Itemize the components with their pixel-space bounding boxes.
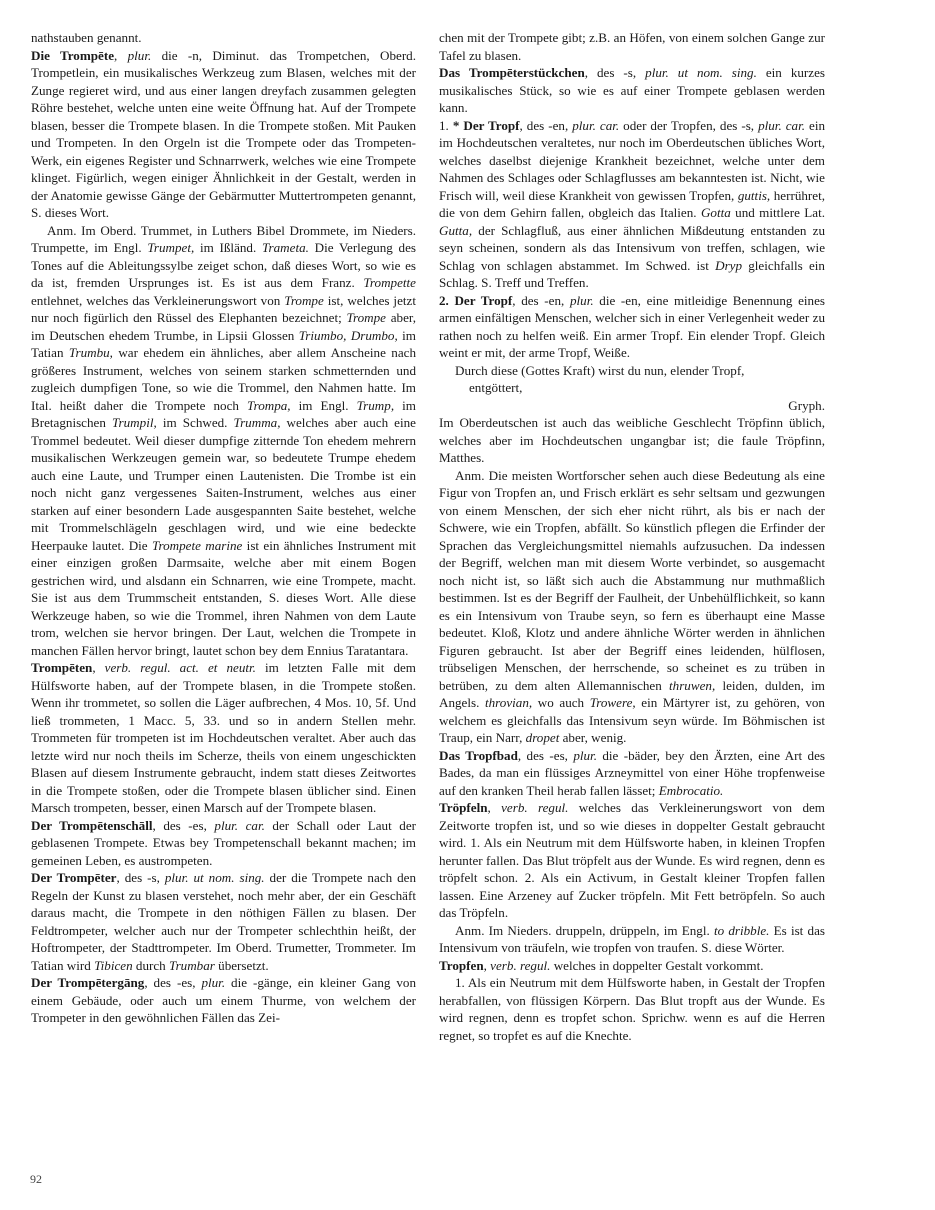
headword: Trompēten: [31, 660, 93, 675]
verse-line: [455, 362, 825, 380]
entry-paragraph: [439, 974, 825, 1044]
headword: Die Trompēte: [31, 47, 115, 63]
text-run: ,: [92, 660, 105, 675]
text-run: , des -es,: [144, 975, 202, 990]
text-run: ,: [114, 47, 128, 63]
headword: Tropfen: [439, 957, 484, 973]
italic-text: Trumpil,: [111, 415, 157, 430]
entry-paragraph: [439, 467, 825, 747]
text-run: , des -es,: [517, 747, 574, 763]
italic-text: verb. regul. act. et neutr.: [104, 660, 256, 675]
text-run: herrühret, die von dem Gehirn fallen, obgleich das Italien.: [439, 187, 826, 220]
italic-text: thruwen,: [669, 677, 716, 693]
headword: Tröpfeln: [439, 800, 488, 815]
entry-paragraph: [31, 817, 416, 870]
text-run: Es ist das Intensivum von träufeln, wie tropfen von traufen. S. diese Wörter.: [439, 922, 825, 955]
italic-text: plur.: [569, 292, 594, 308]
text-run: der Schall oder Laut der geblasenen Trompete. Etwas bey Trompetenschall bekannt machen; im gemeinen Leben, es austrompeten.: [31, 817, 416, 868]
italic-text: Trompe: [284, 292, 324, 308]
entry-paragraph: [31, 47, 416, 222]
text-run: wo auch: [532, 695, 590, 710]
entry-paragraph: [439, 747, 825, 800]
headword: Das Trompēterstückchen: [439, 65, 585, 80]
entry-paragraph: [31, 29, 416, 47]
entry-paragraph: [439, 922, 825, 957]
text-run: ein Märtyrer ist, zu gehören, von welchem es gleichfalls das Intensivum seyn würde. Im Böhmischen ist Traup, ein Narr,: [439, 695, 825, 745]
text-run: , des -s,: [584, 65, 646, 80]
headword: * Der Tropf: [452, 117, 520, 133]
text-run: welches das Verkleinerungswort von dem Zeitworte tropfen ist, und so wie dieses in doppelter Gestalt gebraucht wird. 1. Als ein Neutrum mit dem Hülfsworte haben, in kleinen Tropfen herunter fallen. Das Blut tröpfelt aus der Wunde. Es wird regnen, denn es tröpfelt schon. 2. Als ein Activum, in Gestalt kleiner Tropfen fallen lassen. Eine Arzeney auf Zucker tröpfeln. Mit Fett betröpfeln. So auch das Tröpfeln.: [439, 800, 825, 920]
italic-text: plur. ut nom. sing.: [645, 65, 757, 80]
entry-paragraph: [31, 869, 416, 974]
italic-text: Trumpet,: [147, 240, 195, 255]
right-column: [439, 29, 825, 1044]
text-run: die -gänge, ein kleiner Gang von einem Gebäude, oder auch um einem Thurme, von welchem der Trompeter in den gewöhnlichen Fällen das Zei-: [31, 975, 417, 1025]
italic-text: Trumbu,: [68, 345, 113, 360]
text-run: welches aber auch eine Trommel bedeutet. Weil dieser dumpfige zitternde Ton ehedem mehrern musikalischen Werkzeugen gemein war, so bedeutete Trumpe ehedem auch eine Laute, und Trumper einen Lautenisten. Die Trombe ist ein noch nicht ganz vergessenes Saiten-Instrument, welches aus einer starken auf einer besondern Lade ausgespannten Saite bestehet, welche mit Trommelschlägeln geschlagen wird, und wie eine bedeckte Heerpauke lautet. Die: [31, 415, 416, 553]
text-run: oder der Tropfen, des -s,: [619, 117, 759, 133]
text-run: 1. Als ein Neutrum mit dem Hülfsworte haben, in Gestalt der Tropfen herabfallen, von flüssigen Körpern. Das Blut tropft aus der Wunde. Es wird regnen, denn es tropfet schon. Sprichw. wenn es auf die Herren regnet, so tropfet es auf die Knechte.: [439, 975, 825, 1043]
italic-text: Embrocatio.: [658, 782, 724, 798]
headword: Das Tropfbad: [439, 747, 518, 763]
text-run: im Tatian: [31, 327, 416, 360]
text-run: leiden, dulden, im Angels.: [439, 677, 825, 710]
text-run: Anm. Im Nieders. druppeln, drüppeln, im Engl.: [455, 922, 714, 938]
italic-text: Dryp: [715, 257, 743, 273]
text-run: , des -en,: [512, 292, 570, 308]
text-run: im Schwed.: [156, 415, 234, 430]
italic-text: Trompette: [363, 275, 416, 290]
text-run: die -bäder, bey den Ärzten, eine Art des Bades, da man ein flüssiges Arzneymittel von einer Höhe tropfenweise auf den kranken Theil herab fallen lässet;: [439, 747, 825, 798]
entry-paragraph: [439, 117, 825, 292]
text-run: im Engl.: [290, 397, 357, 413]
text-run: übersetzt.: [214, 957, 269, 973]
text-run: ist, welches jetzt nur noch figürlich den Rüssel des Elephanten bezeichnet;: [31, 292, 416, 325]
text-run: der die Trompete nach den Regeln der Kunst zu blasen verstehet, noch mehr aber, der ein Geschäft daraus macht, die Trompete in den nöthigen Fällen zu blasen. Der Feldtrompeter, welcher auch nur der Trompeter schlechthin heißt, der Hoftrompeter, der Stadttrompeter. Im Oberd. Trumetter, Trommeter. Im Tatian wird: [31, 870, 417, 973]
italic-text: Trumma,: [233, 415, 281, 430]
text-run: , des -es,: [152, 817, 215, 833]
headword: Der Trompētenschāll: [31, 817, 153, 833]
text-run: , des -s,: [116, 870, 165, 885]
text-run: ein kurzes musikalisches Stück, so wie es auf einer Trompete geblasen werden kann.: [439, 65, 826, 115]
entry-paragraph: [439, 799, 825, 922]
italic-text: Trowere,: [589, 695, 636, 710]
text-run: entlehnet, welches das Verkleinerungswort von: [31, 292, 285, 308]
text-run: Durch diese (Gottes Kraft) wirst du nun, elender Tropf,: [455, 362, 745, 378]
page-number: 92: [30, 1172, 42, 1186]
italic-text: plur.: [127, 47, 152, 63]
text-run: welches in doppelter Gestalt vorkommt.: [550, 957, 764, 973]
text-run: die -n, Diminut. das Trompetchen, Oberd. Trompetlein, ein musikalisches Werkzeug zum Blasen, welches mit der Zunge regieret wird, und aus einer langen dreyfach zusammen gelegten Röhre bestehet, welche unten eine weite Öffnung hat. Auf der Trompete blasen, besser die Trompete blasen. In die Trompete stoßen. Mit Pauken und Trompeten. In den Orgeln ist die Trompete oder das Trompeten-Werk, ein eigenes Register und Schnarrwerk, welches wie eine Trompete klinget. Figürlich, wegen einiger Ähnlichkeit in der Gestalt, werden in der Anatomie gewisse Gänge der Gebärmutter Muttertrompeten genannt, S. dieses Wort.: [31, 47, 416, 220]
text-run: ein im Hochdeutschen veraltetes, nur noch im Oberdeutschen übliches Wort, welches daselbst diejenige Krankheit bezeichnet, welche unter dem Nahmen des Schlages oder Schlagflusses am bekanntesten ist. Nicht, wie Frisch will, weil diese Krankheit von gewissen Tropfen,: [439, 117, 826, 203]
text-run: Anm. Im Oberd. Trummet, in Luthers Bibel Drommete, im Nieders. Trumpette, im Engl.: [31, 222, 416, 255]
italic-text: to dribble.: [713, 922, 770, 938]
italic-text: plur.: [201, 975, 226, 990]
italic-text: Tibicen: [94, 957, 133, 973]
headword: Der Trompētergāng: [31, 975, 145, 990]
italic-text: Trompa,: [247, 397, 291, 413]
text-run: war ehedem ein ähnliches, aber allem Anscheine nach größeres Instrument, welches von seinem starken schmetternden und zugleich dumpfigen Tone, so wie die Trommel, den Nahmen hatte. Im Ital. heißt daher die Trompete noch: [31, 345, 416, 413]
italic-text: plur. car.: [758, 117, 806, 133]
italic-text: dropet: [525, 730, 560, 745]
entry-paragraph: [31, 974, 416, 1027]
quote-attribution: [439, 397, 825, 415]
entry-paragraph: [31, 222, 416, 660]
entry-paragraph: [439, 29, 825, 64]
text-run: Gryph.: [788, 397, 825, 413]
text-run: , des -en,: [519, 117, 573, 133]
text-run: im Ißländ.: [194, 240, 262, 255]
text-run: ,: [487, 800, 502, 815]
entry-paragraph: [439, 292, 825, 362]
italic-text: Gotta: [700, 205, 731, 220]
text-run: nathstauben genannt.: [31, 30, 142, 45]
italic-text: guttis,: [737, 187, 771, 203]
text-run: die -en, eine mitleidige Benennung eines armen einfältigen Menschen, welcher sich in einer Verlegenheit weder zu rathen noch zu helfen weiß. Ein armer Tropf. Ein elender Tropf. Gleich weint er mit, der arme Tropf, Weiße.: [439, 292, 825, 360]
text-run: Im Oberdeutschen ist auch das weibliche Geschlecht Tröpfinn üblich, welches aber im Hochdeutschen ungangbar ist; die faule Tröpfinn, Matthes.: [439, 415, 825, 465]
entry-paragraph: [439, 957, 825, 975]
text-run: entgöttert,: [469, 380, 523, 395]
left-column: [31, 29, 416, 1027]
verse-line: [469, 379, 825, 397]
headword: Der Trompēter: [31, 870, 117, 885]
text-run: im letzten Falle mit dem Hülfsworte haben, auf der Trompete blasen, in die Trompete stoßen. Wenn ihr trommetet, so sollen die Läger aufbrechen, 4 Mos. 10, 5f. Und ließ trommeten, 1 Macc. 5, 33. und so in andern Stellen mehr. Trommeten für trompeten ist im Hochdeutschen veraltet. Aber auch das letzte wird nur noch theils im Scherze, theils von einem ungeschickten Blasen auf diesem Instrumente gebraucht, indem statt dieses Zeitwortes in die Trompete stoßen, oder die Trompete blasen üblicher sind. Einen Marsch trompeten, besser, einen Marsch auf der Trompete blasen.: [31, 660, 416, 815]
italic-text: Trump,: [356, 397, 395, 413]
text-run: chen mit der Trompete gibt; z.B. an Höfen, von einem solchen Gange zur Tafel zu blasen.: [439, 30, 825, 63]
entry-paragraph: [439, 64, 825, 117]
text-run: im Bretagnischen: [31, 397, 416, 430]
italic-text: throvian,: [484, 695, 533, 710]
text-run: aber, wenig.: [559, 730, 627, 745]
italic-text: plur. car.: [214, 817, 265, 833]
text-run: gleichfalls ein Schlag. S. Treff und Treffen.: [439, 257, 825, 290]
italic-text: Trumbar: [169, 957, 215, 973]
headword: 2. Der Tropf: [439, 292, 513, 308]
italic-text: Triumbo, Drumbo,: [298, 327, 398, 343]
text-run: aber, im Deutschen ehedem Trumbe, in Lipsii Glossen: [31, 310, 416, 343]
italic-text: Trompe: [346, 310, 386, 325]
italic-text: Trompete marine: [151, 537, 243, 553]
italic-text: plur.: [573, 747, 597, 763]
entry-paragraph: [439, 414, 825, 467]
italic-text: verb. regul.: [490, 957, 551, 973]
text-run: der Schlagfluß, aus einer ähnlichen Mißdeutung entstanden zu seyn scheinen, sondern als das Intensivum von treffen, schlagen, wie Schlag von schlagen abstammet. Im Schwed. ist: [439, 222, 825, 273]
text-run: ist ein ähnliches Instrument mit einer einzigen großen Darmsaite, welche aber mit einem Bogen gestrichen wird, und alsdann ein Schnarren, wie eine Trompete, macht. Sie ist aus dem Trummscheit entstanden, S. dieses Wort. Alle diese Werkzeuge haben, so wie die Trommel, ihren Nahmen von dem Laute trom, welchen sie hervor bringen. Der Laut, welchen die Trompete in manchen Fällen hervor bringt, lautet schon bey dem Ennius Taratantara.: [31, 537, 416, 658]
italic-text: plur. ut nom. sing.: [164, 870, 265, 885]
text-run: durch: [132, 957, 170, 973]
italic-text: verb. regul.: [501, 800, 569, 815]
italic-text: Trameta.: [261, 240, 309, 255]
text-run: ,: [483, 957, 491, 973]
text-run: Die Verlegung des Tones auf die Ableitungssylbe zeiget schon, daß dieses Wort, so wie es da ist, fremden Ursprunges ist. Es ist aus dem Franz.: [31, 240, 416, 290]
italic-text: plur. car.: [572, 117, 620, 133]
entry-paragraph: [31, 659, 416, 817]
text-run: 1.: [439, 117, 453, 133]
text-run: und mittlere Lat.: [730, 205, 825, 220]
text-run: Anm. Die meisten Wortforscher sehen auch diese Bedeutung als eine Figur von Tropfen an, und Frisch erklärt es sehr seltsam und gezwungen von einem Menschen, der sich eher nicht rührt, als bis er nach der Schwere, wie ein Tropfen, abfällt. So künstlich pflegen die Erfinder der Sprachen das Vergleichungsmittel niemahls aufzusuchen. Da indessen der Begriff, welchen man mit diesem Worte verbindet, so ausgemacht noch nicht ist, so läßt sich auch die Abstammung nur muthmaßlich bestimmen. Ist es der Begriff der Faulheit, der Unbehülflichkeit, so kann es ein Intensivum von Traube seyn, so fern es überhaupt eine Masse bedeutet. Kloß, Klotz und andere ähnliche Wörter werden in ähnlichen Figuren gebraucht. Ist aber der Begriff eines leidenden, hülflosen, trübseligen Menschen, der herrschende, so scheinet es zu trüben in betrüben, zu dem alten Allemannischen: [439, 467, 825, 693]
italic-text: Gutta,: [439, 222, 473, 238]
